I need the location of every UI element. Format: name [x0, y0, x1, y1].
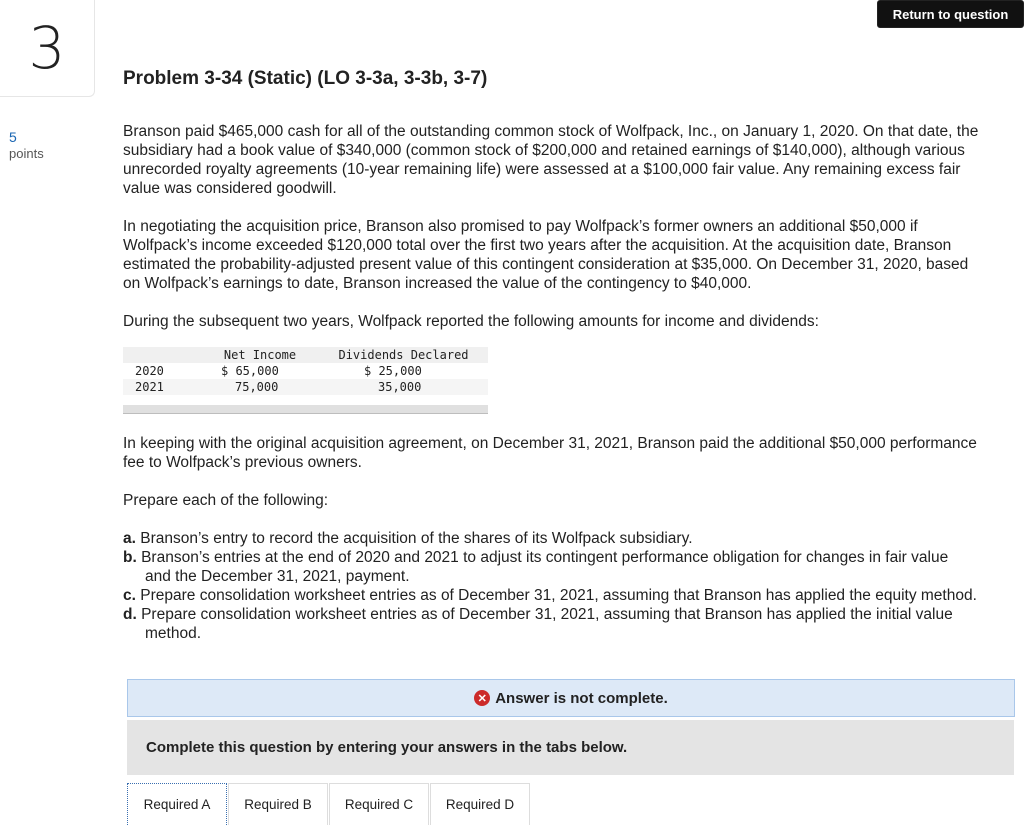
paragraph-2: In negotiating the acquisition price, Branson also promised to pay Wolfpack’s former owners an additional $50,000 if Wolfpack’s income exceeded $120,000 total over the first two years after the acquisition. At the acquisition date, Branson estimated the probability-adjusted present value of this contingent consideration at $35,000. On December 31, 2020, based on Wolfpack’s earnings to date, Branson increased the value of the contingency to $40,000.: [123, 218, 969, 292]
points-label: points: [9, 146, 44, 161]
table-header-net-income: Net Income: [223, 348, 297, 362]
required-tabs: [127, 783, 531, 825]
instructions-text: Complete this question by entering your answers in the tabs below.: [146, 739, 628, 756]
table-header-dividends: Dividends Declared: [338, 348, 469, 362]
table-row: 2020 $ 65,000 $ 25,000: [135, 364, 422, 378]
problem-body-lower: [123, 434, 1024, 643]
tab-required-b[interactable]: Required B: [228, 783, 328, 825]
answer-status-text: Answer is not complete.: [495, 689, 668, 707]
problem-body: [123, 122, 1024, 350]
answer-status-banner: [127, 679, 1015, 717]
paragraph-5: Prepare each of the following:: [123, 492, 329, 509]
error-x-icon: ✕: [474, 690, 490, 706]
table-divider: [123, 405, 488, 414]
tab-required-a[interactable]: Required A: [127, 783, 227, 825]
list-item-continuation: method.: [145, 625, 202, 642]
income-dividends-table: [123, 347, 488, 414]
list-item: a. Branson’s entry to record the acquisition of the shares of its Wolfpack subsidiary.: [123, 530, 693, 547]
table-header-blank: [123, 347, 201, 363]
table-header-row: [123, 347, 488, 363]
tab-required-d[interactable]: Required D: [430, 783, 530, 825]
paragraph-1: Branson paid $465,000 cash for all of the outstanding common stock of Wolfpack, Inc., on January 1, 2020. On that date, the subsidiary had a book value of $340,000 (common stock of $200,000 and retained earnings of $140,000), although various unrecorded royalty agreements (10-year remaining life) were assessed at a $100,000 fair value. Any remaining excess fair value was considered goodwill.: [123, 123, 979, 197]
paragraph-4: In keeping with the original acquisition agreement, on December 31, 2021, Branson paid the additional $50,000 performance fee to Wolfpack’s previous owners.: [123, 435, 977, 471]
problem-title: Problem 3-34 (Static) (LO 3-3a, 3-3b, 3-7): [123, 68, 488, 89]
instructions-bar: [127, 720, 1014, 775]
table-row: 2021 75,000 35,000: [123, 379, 488, 395]
return-to-question-button[interactable]: Return to question: [877, 0, 1024, 28]
points-value: 5: [9, 129, 17, 145]
list-item: b. Branson’s entries at the end of 2020 and 2021 to adjust its contingent performance obligation for changes in fair value: [123, 549, 949, 566]
paragraph-3: During the subsequent two years, Wolfpack reported the following amounts for income and dividends:: [123, 313, 819, 330]
list-item-continuation: and the December 31, 2021, payment.: [145, 568, 410, 585]
list-item: d. Prepare consolidation worksheet entries as of December 31, 2021, assuming that Branson has applied the initial value: [123, 606, 953, 623]
tab-required-c[interactable]: Required C: [329, 783, 429, 825]
requirements-list: [123, 529, 1024, 643]
list-item: c. Prepare consolidation worksheet entries as of December 31, 2021, assuming that Branson has applied the equity method.: [123, 587, 977, 604]
question-number: 3: [0, 0, 95, 97]
